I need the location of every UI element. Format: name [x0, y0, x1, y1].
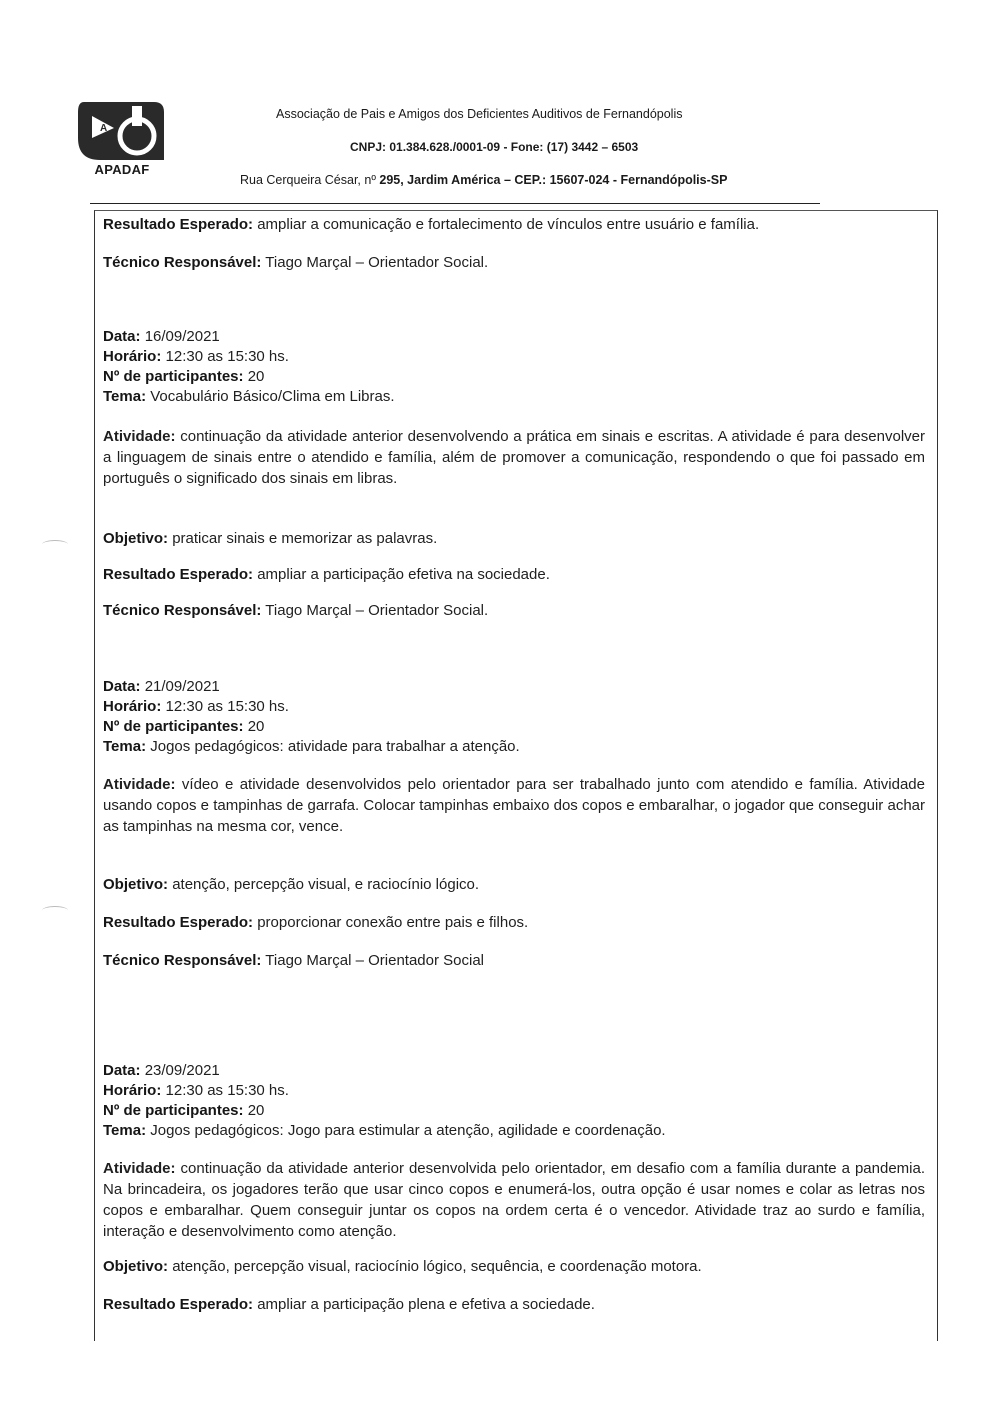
entry-3-atividade: Atividade: continuação da atividade anterior desenvolvida pelo orientador, em desafio com a família durante a pandemia. Na brincadeira, os jogadores terão que usar cinco copos e enumerá-los, outra opção é usar nomes e colar as letras nos copos e embaralhar. Quem conseguir juntar os copos na ordem certa é o vencedor. Atividade traz ao surdo e família, interação e desenvolvimento como atenção. [103, 1160, 926, 1240]
entry-2-data: Data: 21/09/2021 [103, 678, 220, 695]
entry-3-data: Data: 23/09/2021 [103, 1062, 220, 1079]
entry-3-tema: Tema: Jogos pedagógicos: Jogo para estimular a atenção, agilidade e coordenação. [103, 1122, 666, 1139]
entry-2-tecnico: Técnico Responsável: Tiago Marçal – Orientador Social [103, 952, 485, 969]
cnpj-phone: CNPJ: 01.384.628./0001-09 - Fone: (17) 3442 – 6503 [350, 140, 639, 154]
address-prefix: Rua Cerqueira César, nº [240, 173, 376, 187]
entry-2-participantes: Nº de participantes: 20 [103, 718, 265, 735]
entry-1-tema: Tema: Vocabulário Básico/Clima em Libras. [103, 388, 395, 405]
entry-3-resultado: Resultado Esperado: ampliar a participação plena e efetiva a sociedade. [103, 1296, 595, 1313]
entry-3-horario: Horário: 12:30 as 15:30 hs. [103, 1082, 289, 1099]
address-bold: 295, Jardim América – CEP.: 15607-024 - Fernandópolis-SP [379, 173, 728, 187]
entry-3-participantes: Nº de participantes: 20 [103, 1102, 265, 1119]
entry-3-objetivo: Objetivo: atenção, percepção visual, raciocínio lógico, sequência, e coordenação motora. [103, 1258, 702, 1275]
address [240, 173, 727, 187]
header-divider [90, 203, 820, 204]
entry-1-data: Data: 16/09/2021 [103, 328, 220, 345]
entry-1-resultado: Resultado Esperado: ampliar a participação efetiva na sociedade. [103, 566, 550, 583]
entry-1-horario: Horário: 12:30 as 15:30 hs. [103, 348, 289, 365]
entry-2-resultado: Resultado Esperado: proporcionar conexão entre pais e filhos. [103, 914, 529, 931]
entry-1-tecnico: Técnico Responsável: Tiago Marçal – Orientador Social. [103, 602, 489, 619]
continued-tecnico: Técnico Responsável: Tiago Marçal – Orientador Social. [103, 254, 489, 271]
entry-2-horario: Horário: 12:30 as 15:30 hs. [103, 698, 289, 715]
logo-text: APADAF [94, 162, 150, 177]
entry-2-objetivo: Objetivo: atenção, percepção visual, e raciocínio lógico. [103, 876, 480, 893]
entry-1-participantes: Nº de participantes: 20 [103, 368, 265, 385]
entry-1-atividade: Atividade: continuação da atividade anterior desenvolvendo a prática em sinais e escritas. A atividade é para desenvolver a linguagem de sinais entre o atendido e família, além de promover a comunicação, respondendo o que foi passado em português o significado dos sinais em libras. [103, 428, 925, 487]
organization-name: Associação de Pais e Amigos dos Deficientes Auditivos de Fernandópolis [276, 107, 683, 121]
punch-mark [42, 540, 68, 549]
entry-1-objetivo: Objetivo: praticar sinais e memorizar as palavras. [103, 530, 438, 547]
entry-2-atividade: Atividade: vídeo e atividade desenvolvidos pelo orientador para ser trabalhado junto com atendido e família. Atividade usando copos e tampinhas de garrafa. Colocar tampinhas embaixo dos copos e embaralhar, o jogador que conseguir achar as tampinhas na mesma cor, vence. [103, 776, 925, 835]
entry-2-tema: Tema: Jogos pedagógicos: atividade para trabalhar a atenção. [103, 738, 520, 755]
punch-mark [42, 906, 68, 915]
continued-resultado: Resultado Esperado: ampliar a comunicação e fortalecimento de vínculos entre usuário e família. [103, 216, 760, 233]
svg-text:A: A [100, 123, 108, 134]
